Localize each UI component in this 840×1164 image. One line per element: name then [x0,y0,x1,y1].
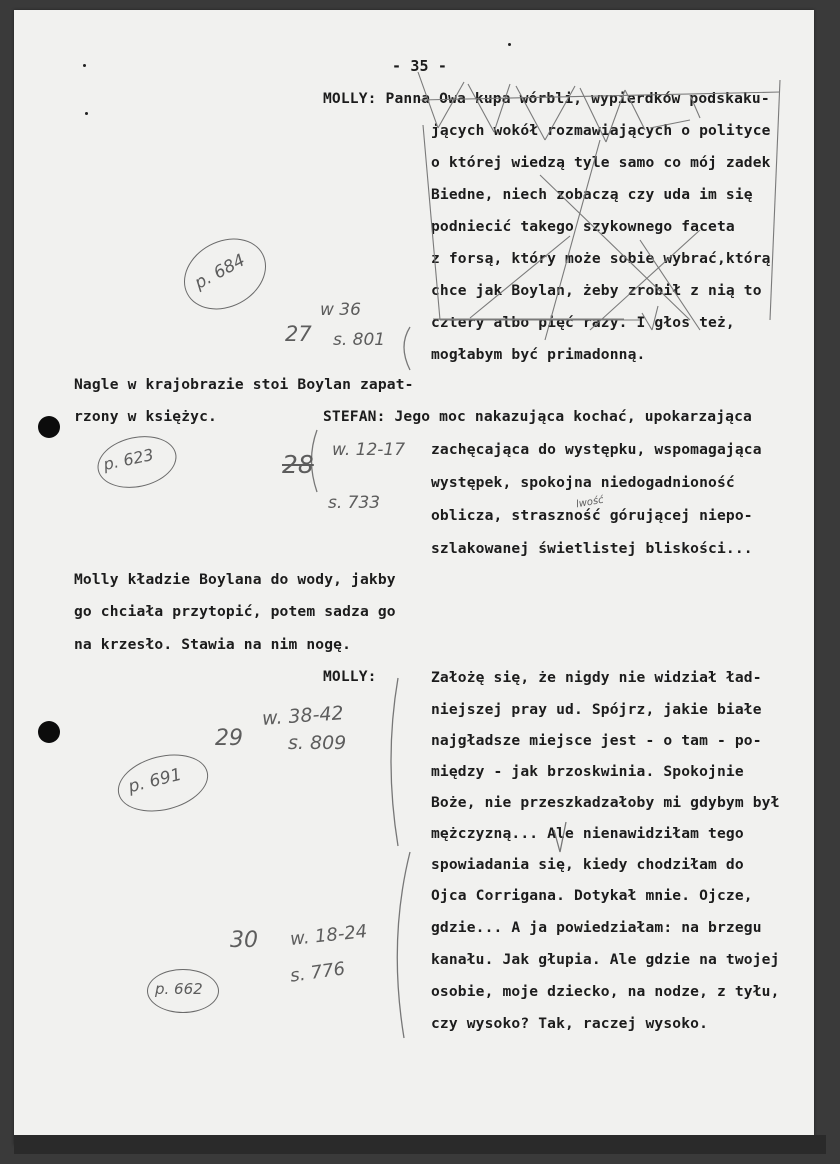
typed-line: kanału. Jak głupia. Ale gdzie na twojej [431,951,780,968]
typed-line: MOLLY: [323,668,377,685]
typed-line: między - jak brzoskwinia. Spokojnie [431,763,744,780]
typed-line: o której wiedzą tyle samo co mój zadek [431,154,771,171]
typed-line: Nagle w krajobrazie stoi Boylan zapat- [74,376,414,393]
note-29-s: s. 809 [288,732,347,754]
typed-line: zachęcająca do występku, wspomagająca [431,441,762,458]
note-29-number: 29 [215,726,243,751]
typed-line: gdzie... A ja powiedziałam: na brzegu [431,919,762,936]
note-29-w: w. 38-42 [261,702,345,730]
note-30-s: s. 776 [288,958,347,987]
note-28-number: 28 [282,450,314,479]
typed-line: chce jak Boylan, żeby zrobił z nią to [431,282,762,299]
page-number: - 35 - [392,57,448,75]
typed-line: podniecić takego szykownego faceta [431,218,735,235]
note-28-w: w. 12-17 [332,440,406,460]
oval-ref-623-label: p. 623 [101,444,156,475]
note-27-number: 27 [285,322,312,346]
typed-line: spowiadania się, kiedy chodziłam do [431,856,744,873]
typed-line: z forsą, który może sobie wybrać,którą [431,250,771,267]
typed-line: osobie, moje dziecko, na nodze, z tyłu, [431,983,780,1000]
stray-dot [508,43,511,46]
interlinear-correction: lwość [575,494,605,511]
typed-line: oblicza, straszność górującej niepo- [431,507,753,524]
typed-line: cztery albo pięć razy. I głos też, [431,314,735,331]
typed-line: STEFAN: Jego moc nakazująca kochać, upokarzająca [323,408,752,425]
oval-ref-684-label: p. 684 [191,250,249,294]
stray-dot [83,64,86,67]
typed-line: Założę się, że nigdy nie widział ład- [431,669,762,686]
note-28-s: s. 733 [328,493,381,513]
typed-line: mogłabym być primadonną. [431,346,646,363]
typed-line: MOLLY: Panna Owa kupa wórbli, wypierdków podskaku- [323,90,770,107]
note-27-w: w 36 [320,300,361,320]
punch-hole [38,721,60,743]
typed-line: mężczyzną... Ale nienawidziłam tego [431,825,744,842]
typed-line: Biedne, niech zobaczą czy uda im się [431,186,753,203]
typed-line: na krzesło. Stawia na nim nogę. [74,636,352,653]
typed-line: szlakowanej świetlistej bliskości... [431,540,753,557]
typed-line: Boże, nie przeszkadzałoby mi gdybym był [431,794,780,811]
note-30-w: w. 18-24 [289,921,369,950]
typed-line: Molly kładzie Boylana do wody, jakby [74,571,396,588]
typed-line: rzony w księżyc. [74,408,217,425]
typed-line: Ojca Corrigana. Dotykał mnie. Ojcze, [431,887,753,904]
oval-ref-691-label: p. 691 [126,764,184,798]
oval-ref-662-label: p. 662 [155,980,203,998]
typed-line: czy wysoko? Tak, raczej wysoko. [431,1015,709,1032]
typed-line: występek, spokojna niedogadnioność [431,474,735,491]
typed-line: niejszej pray ud. Spójrz, jakie białe [431,701,762,718]
punch-hole [38,416,60,438]
note-27-s: s. 801 [333,330,386,350]
typed-line: jących wokół rozmawiających o polityce [431,122,771,139]
page-edge-shadow [14,1135,826,1154]
stray-dot [85,112,88,115]
typed-line: najgładsze miejsce jest - o tam - po- [431,732,762,749]
note-30-number: 30 [230,928,258,953]
typed-line: go chciała przytopić, potem sadza go [74,603,396,620]
